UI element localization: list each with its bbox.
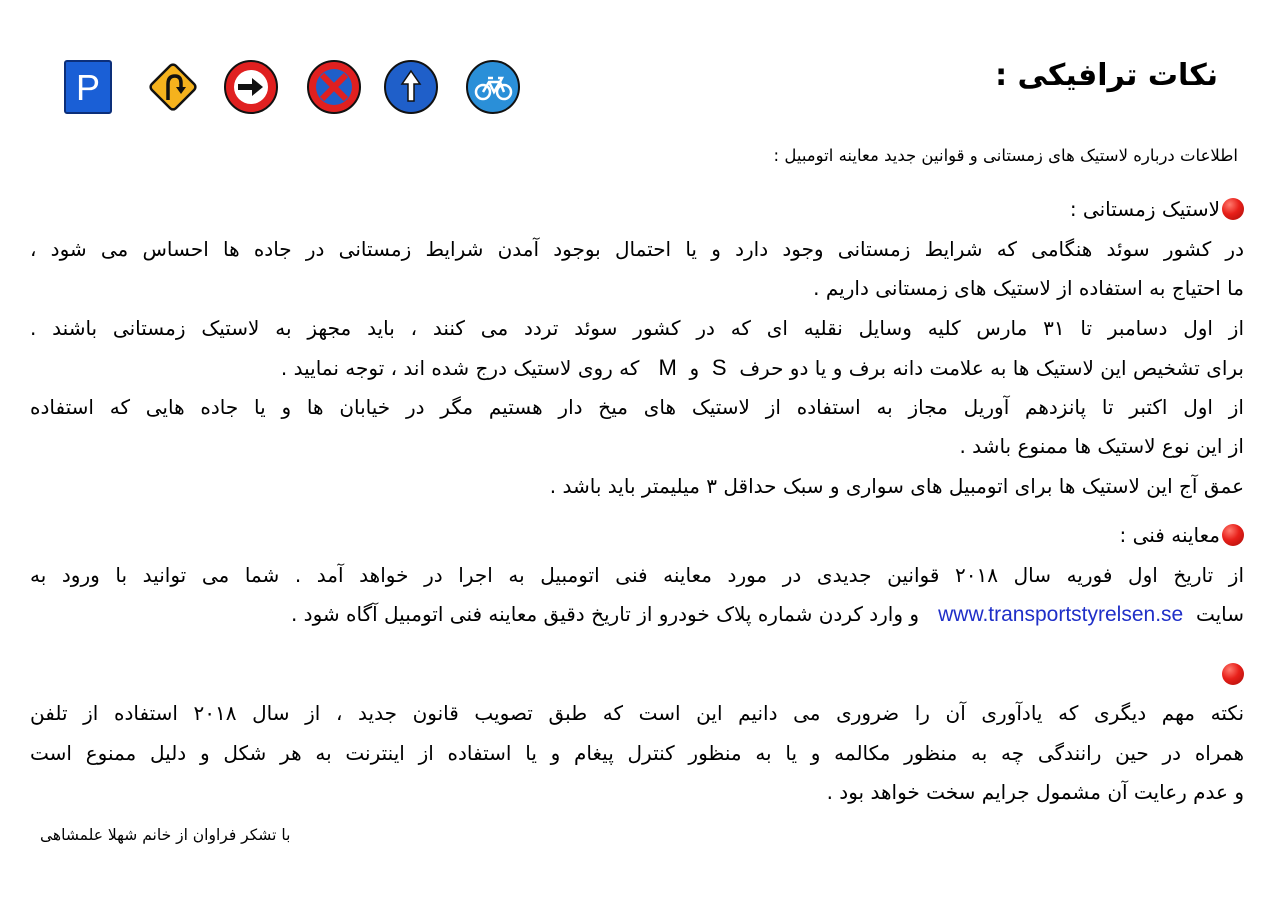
paragraph-line: ما احتیاج به استفاده از لاستیک های زمستانی داریم .	[813, 276, 1244, 300]
paragraph-line: از اول اکتبر تا پانزدهم آوریل مجاز به استفاده از لاستیک های میخ دار هستیم مگر در خیابان ها و یا جاده هایی که استفاده	[30, 394, 1244, 419]
section-heading	[30, 655, 1244, 695]
paragraph-line: از این نوع لاستیک ها ممنوع باشد .	[959, 434, 1244, 458]
article-body	[30, 190, 1244, 813]
inspection-section	[30, 516, 1244, 635]
letter-s: S	[711, 355, 727, 380]
parking-sign-icon	[62, 58, 120, 116]
phone-law-section	[30, 655, 1244, 813]
red-bullet-icon	[1222, 663, 1244, 685]
paragraph-line: همراه در حین رانندگی چه به منظور مکالمه و یا به منظور کنترل پیغام و یا استفاده از اینترنت به هر شکل و دلیل ممنوع است	[30, 740, 1244, 765]
no-entry-right-arrow-sign-icon	[222, 58, 280, 116]
no-stopping-sign-icon	[305, 58, 363, 116]
paragraph-line: از اول دسامبر تا ۳۱ مارس کلیه وسایل نقلیه ای که در کشور سوئد تردد می کنند ، باید مجهز به لاستیک زمستانی باشند .	[30, 315, 1245, 340]
page-subtitle: اطلاعات درباره لاستیک های زمستانی و قوانین جدید معاینه اتومبیل :	[773, 146, 1238, 165]
page-title: نکات ترافیکی :	[995, 58, 1218, 93]
paragraph-line: و عدم رعایت آن مشمول جرایم سخت خواهد بود .	[826, 780, 1244, 804]
red-bullet-icon	[1222, 198, 1244, 220]
paragraph-line: برای تشخیص این لاستیک ها به علامت دانه برف و یا دو حرف S و M که روی لاستیک درج شده اند ، توجه نمایید .	[280, 355, 1244, 380]
section-heading: لاستیک زمستانی :	[30, 190, 1244, 230]
paragraph-line: نکته مهم دیگری که یادآوری آن را ضروری می دانیم این است که طبق تصویب قانون جدید ، از سال ۲۰۱۸ استفاده از تلفن	[30, 701, 1245, 725]
one-way-up-sign-icon	[382, 58, 440, 116]
red-bullet-icon	[1222, 524, 1244, 546]
paragraph-line: از تاریخ اول فوریه سال ۲۰۱۸ قوانین جدیدی در مورد معاینه فنی اتومبیل به اجرا در خواهد آمد . شما می توانید با ورود به	[30, 562, 1245, 587]
section-heading: معاینه فنی :	[30, 516, 1244, 556]
letter-m: M	[658, 355, 677, 380]
winding-road-warning-sign-icon	[144, 58, 202, 116]
credit-note: با تشکر فراوان از خانم شهلا علمشاهی	[40, 826, 291, 844]
paragraph-line: سایت www.transportstyrelsen.se و وارد کردن شماره پلاک خودرو از تاریخ دقیق معاینه فنی اتومبیل آگاه شود .	[290, 602, 1244, 626]
winter-tires-section	[30, 190, 1244, 506]
paragraph-line: در کشور سوئد هنگامی که شرایط زمستانی وجود دارد و یا احتمال بوجود آمدن شرایط زمستانی در جاده ها احساس می شود ،	[30, 236, 1244, 261]
paragraph-line: عمق آج این لاستیک ها برای اتومبیل های سواری و سبک حداقل ۳ میلیمتر باید باشد .	[549, 473, 1244, 498]
svg-text:P: P	[75, 67, 101, 108]
bicycle-sign-icon	[464, 58, 522, 116]
website-link[interactable]: www.transportstyrelsen.se	[938, 603, 1184, 626]
